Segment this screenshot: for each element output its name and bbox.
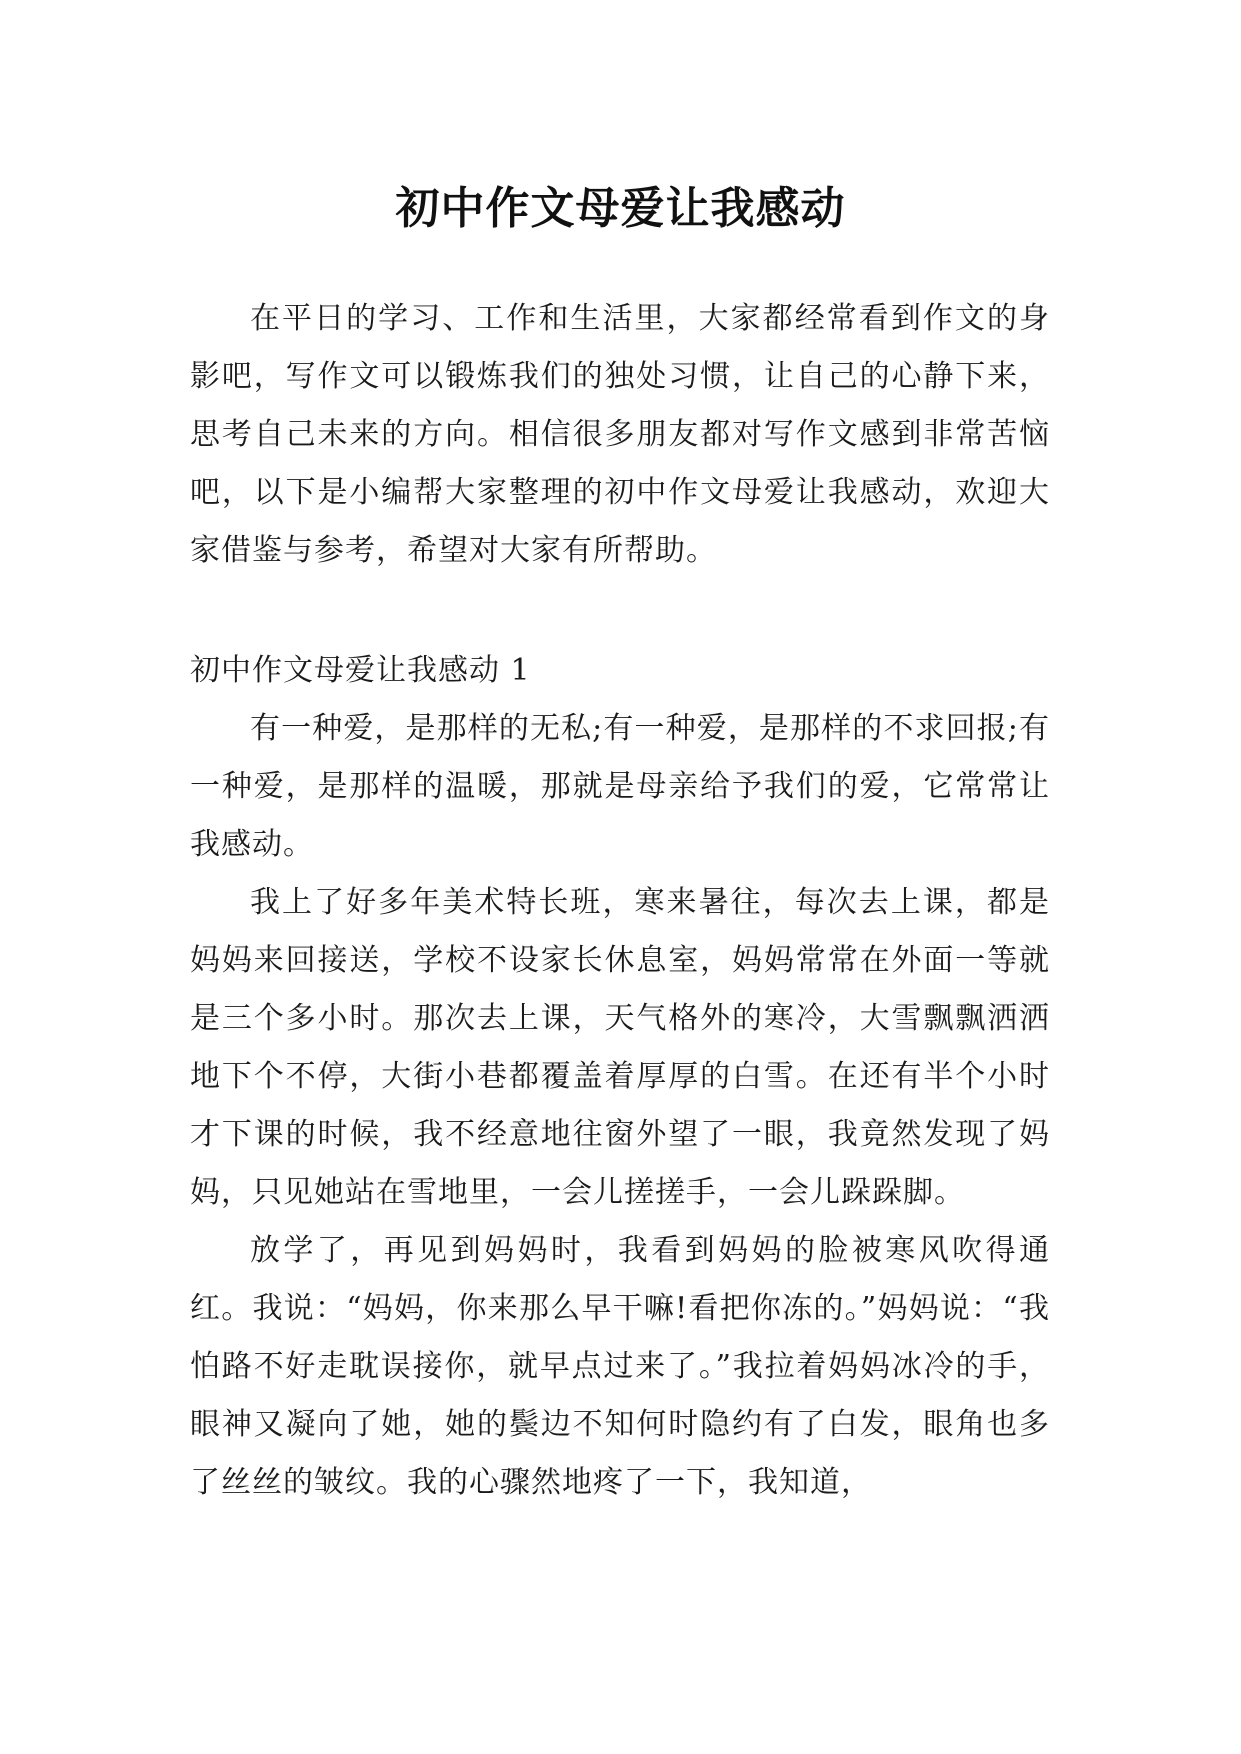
intro-paragraph: 在平日的学习、工作和生活里，大家都经常看到作文的身影吧，写作文可以锻炼我们的独处习惯，让自己的心静下来，思考自己未来的方向。相信很多朋友都对写作文感到非常苦恼吧，以下是小编帮大家整理的初中作文母爱让我感动，欢迎大家借鉴与参考，希望对大家有所帮助。 <box>190 301 1050 568</box>
body-paragraph-1: 有一种爱，是那样的无私;有一种爱，是那样的不求回报;有一种爱，是那样的温暖，那就是母亲给予我们的爱，它常常让我感动。 <box>190 711 1050 862</box>
body-paragraph-2: 我上了好多年美术特长班，寒来暑往，每次去上课，都是妈妈来回接送，学校不设家长休息室，妈妈常常在外面一等就是三个多小时。那次去上课，天气格外的寒冷，大雪飘飘洒洒地下个不停，大街小巷都覆盖着厚厚的白雪。在还有半个小时才下课的时候，我不经意地往窗外望了一眼，我竟然发现了妈妈，只见她站在雪地里，一会儿搓搓手，一会儿跺跺脚。 <box>190 885 1050 1210</box>
body-paragraph-3: 放学了，再见到妈妈时，我看到妈妈的脸被寒风吹得通红。我说：“妈妈，你来那么早干嘛!看把你冻的。”妈妈说：“我怕路不好走耽误接你，就早点过来了。”我拉着妈妈冰冷的手，眼神又凝向了她，她的鬓边不知何时隐约有了白发，眼角也多了丝丝的皱纹。我的心骤然地疼了一下，我知道， <box>190 1233 1050 1500</box>
paragraph-spacer <box>190 580 1050 642</box>
section-heading: 初中作文母爱让我感动 1 <box>190 653 531 688</box>
document-title: 初中作文母爱让我感动 <box>395 183 846 235</box>
document-body <box>190 290 1050 1512</box>
